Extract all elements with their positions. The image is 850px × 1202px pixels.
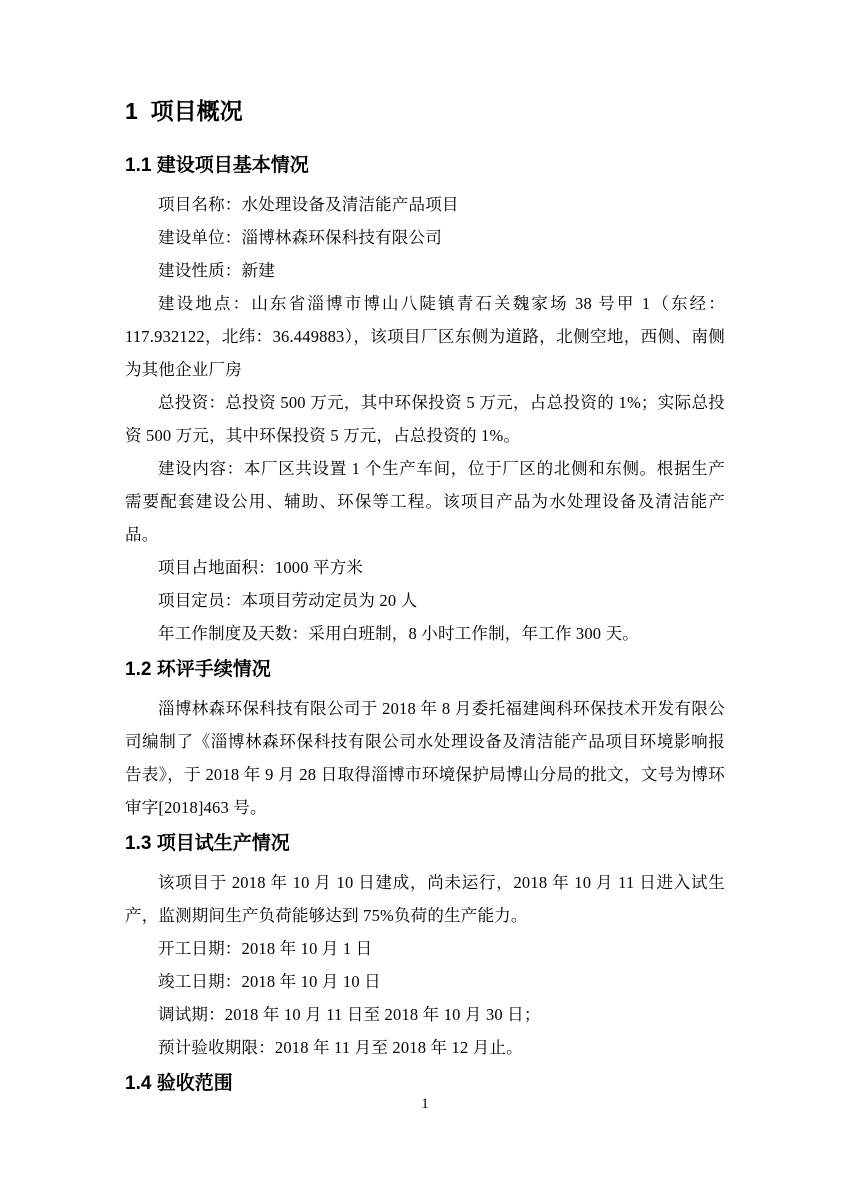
paragraph-eia-procedure: 淄博林森环保科技有限公司于 2018 年 8 月委托福建闽科环保技术开发有限公司编制了《淄博林森环保科技有限公司水处理设备及清洁能产品项目环境影响报告表》，于 2018 年 9 月 28 日取得淄博市环境保护局博山分局的批文，文号为博环审字[2018]463 号。 — [125, 699, 725, 817]
paragraph-commissioning-period: 调试期：2018 年 10 月 11 日至 2018 年 10 月 30 日； — [158, 1005, 541, 1024]
paragraph-expected-acceptance-period: 预计验收期限：2018 年 11 月至 2018 年 12 月止。 — [158, 1038, 523, 1057]
chapter-title: 1 项目概况 — [125, 98, 243, 124]
paragraph-start-date: 开工日期：2018 年 10 月 1 日 — [158, 939, 373, 958]
paragraph-work-schedule: 年工作制度及天数：采用白班制，8 小时工作制，年工作 300 天。 — [158, 624, 639, 643]
section-heading-1-3: 1.3 项目试生产情况 — [125, 833, 290, 854]
section-heading-1-4: 1.4 验收范围 — [125, 1073, 233, 1094]
paragraph-staffing: 项目定员：本项目劳动定员为 20 人 — [158, 591, 418, 610]
paragraph-construction-location: 建设地点：山东省淄博市博山八陡镇青石关魏家场 38 号甲 1（东经：117.932122，北纬：36.449883），该项目厂区东侧为道路，北侧空地，西侧、南侧为其他企业厂房 — [125, 294, 725, 379]
paragraph-construction-nature: 建设性质：新建 — [158, 261, 275, 280]
paragraph-land-area: 项目占地面积：1000 平方米 — [158, 558, 364, 577]
paragraph-total-investment: 总投资：总投资 500 万元，其中环保投资 5 万元，占总投资的 1%；实际总投资 500 万元，其中环保投资 5 万元，占总投资的 1%。 — [125, 393, 725, 445]
section-heading-1-1: 1.1 建设项目基本情况 — [125, 155, 309, 176]
section-heading-1-2: 1.2 环评手续情况 — [125, 659, 271, 680]
paragraph-construction-content: 建设内容：本厂区共设置 1 个生产车间，位于厂区的北侧和东侧。根据生产需要配套建设公用、辅助、环保等工程。该项目产品为水处理设备及清洁能产品。 — [125, 459, 725, 544]
paragraph-trial-production: 该项目于 2018 年 10 月 10 日建成，尚未运行，2018 年 10 月 11 日进入试生产，监测期间生产负荷能够达到 75%负荷的生产能力。 — [125, 873, 725, 925]
paragraph-project-name: 项目名称：水处理设备及清洁能产品项目 — [158, 195, 459, 214]
paragraph-completion-date: 竣工日期：2018 年 10 月 10 日 — [158, 972, 381, 991]
page-number: 1 — [421, 1096, 429, 1112]
document-content — [125, 96, 725, 1106]
paragraph-construction-unit: 建设单位：淄博林森环保科技有限公司 — [158, 228, 442, 247]
